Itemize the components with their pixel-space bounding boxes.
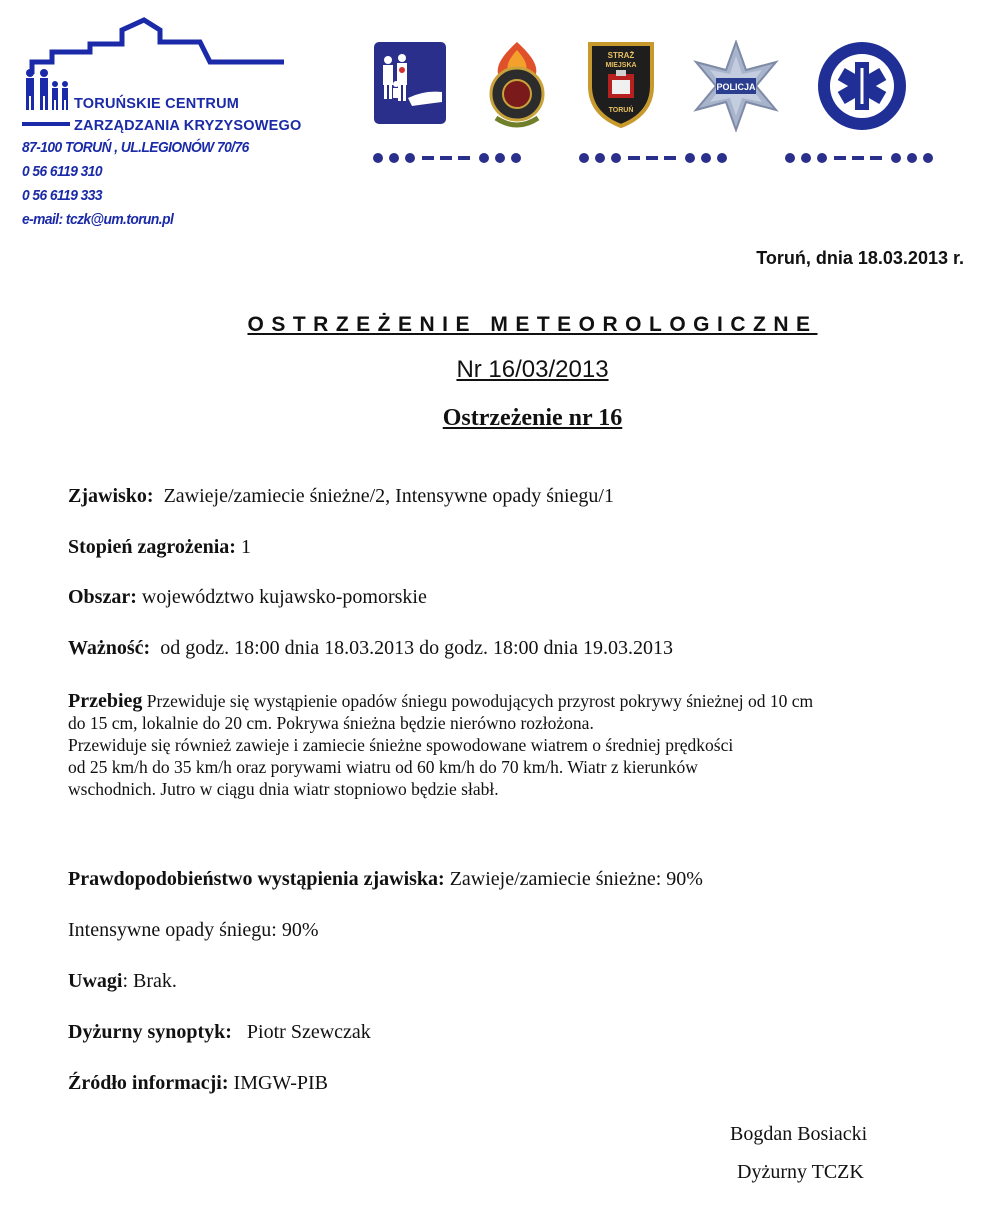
document-date: Toruń, dnia 18.03.2013 r. <box>756 248 964 268</box>
svg-text:POLICJA: POLICJA <box>716 82 756 92</box>
field-label: Stopień zagrożenia: <box>68 536 236 558</box>
tczk-logo-icon <box>22 14 312 134</box>
field-label: Uwagi <box>68 970 123 992</box>
field-przebieg <box>68 690 963 800</box>
field-label: Prawdopodobieństwo wystąpienia zjawiska: <box>68 868 445 890</box>
field-obszar <box>68 586 427 609</box>
decorative-dots <box>372 152 522 164</box>
fire-brigade-emblem <box>480 40 554 130</box>
field-label: Obszar: <box>68 586 137 608</box>
svg-text:MIEJSKA: MIEJSKA <box>605 62 637 69</box>
medical-rescue-emblem <box>816 40 908 132</box>
field-label: Przebieg <box>68 690 143 712</box>
org-address: 87-100 TORUŃ , UL.LEGIONÓW 70/76 <box>22 139 249 156</box>
field-value: Zawieje/zamiecie śnieżne/2, Intensywne opady śniegu/1 <box>163 485 614 507</box>
przebieg-line: do 15 cm, lokalnie do 20 cm. Pokrywa śnieżna będzie nierówno rozłożona. <box>68 713 594 733</box>
field-prawdopodobienstwo <box>68 868 703 891</box>
svg-text:TORUŃ: TORUŃ <box>608 107 634 114</box>
decorative-dots <box>578 152 728 164</box>
field-value: od godz. 18:00 dnia 18.03.2013 do godz. 18:00 dnia 19.03.2013 <box>160 637 673 659</box>
przebieg-line: wschodnich. Jutro w ciągu dnia wiatr stopniowo będzie słabł. <box>68 779 499 799</box>
field-label: Źródło informacji: <box>68 1072 229 1094</box>
decorative-dots <box>784 152 934 164</box>
org-email: e-mail: tczk@um.torun.pl <box>22 211 174 228</box>
field-label: Dyżurny synoptyk: <box>68 1021 232 1043</box>
field-value: województwo kujawsko-pomorskie <box>141 586 427 608</box>
field-synoptyk <box>68 1021 371 1044</box>
field-stopien <box>68 536 251 559</box>
field-zrodlo <box>68 1072 328 1095</box>
field-value: IMGW-PIB <box>233 1072 328 1094</box>
przebieg-line: od 25 km/h do 35 km/h oraz porywami wiatru od 60 km/h do 70 km/h. Wiatr z kierunków <box>68 757 698 777</box>
org-phone-1: 0 56 6119 310 <box>22 163 103 180</box>
field-value: Intensywne opady śniegu: 90% <box>68 919 319 941</box>
signature-role: Dyżurny TCZK <box>737 1161 864 1183</box>
org-name-line1: TORUŃSKIE CENTRUM <box>74 96 240 112</box>
police-star-emblem <box>690 40 782 132</box>
field-value: Zawieje/zamiecie śnieżne: 90% <box>449 868 703 890</box>
org-name-line2: ZARZĄDZANIA KRYZYSOWEGO <box>74 118 302 134</box>
svg-text:STRAŻ: STRAŻ <box>607 51 635 60</box>
przebieg-text: Przewiduje się wystąpienie opadów śniegu powodujących przyrost pokrywy śnieżnej od 10 cm <box>146 691 814 711</box>
field-prawdopodobienstwo-2 <box>68 919 319 942</box>
przebieg-line <box>68 690 963 712</box>
field-waznosc <box>68 637 673 660</box>
social-care-icon <box>372 40 448 126</box>
field-label: Zjawisko: <box>68 485 154 507</box>
field-value: Piotr Szewczak <box>246 1021 371 1043</box>
city-guard-emblem <box>586 40 656 128</box>
field-zjawisko <box>68 485 614 508</box>
field-value: 1 <box>240 536 251 558</box>
przebieg-line: Przewiduje się również zawieje i zamiecie śnieżne spowodowane wiatrem o średniej prędkości <box>68 735 734 755</box>
document-number: Nr 16/03/2013 <box>456 356 609 383</box>
field-label: Ważność: <box>68 637 151 659</box>
document-subtitle: Ostrzeżenie nr 16 <box>442 405 623 431</box>
signature-name: Bogdan Bosiacki <box>730 1123 868 1145</box>
field-uwagi <box>68 970 177 993</box>
org-phone-2: 0 56 6119 333 <box>22 187 103 204</box>
field-value: : Brak. <box>122 970 177 992</box>
document-title: OSTRZEŻENIE METEOROLOGICZNE <box>247 313 818 336</box>
